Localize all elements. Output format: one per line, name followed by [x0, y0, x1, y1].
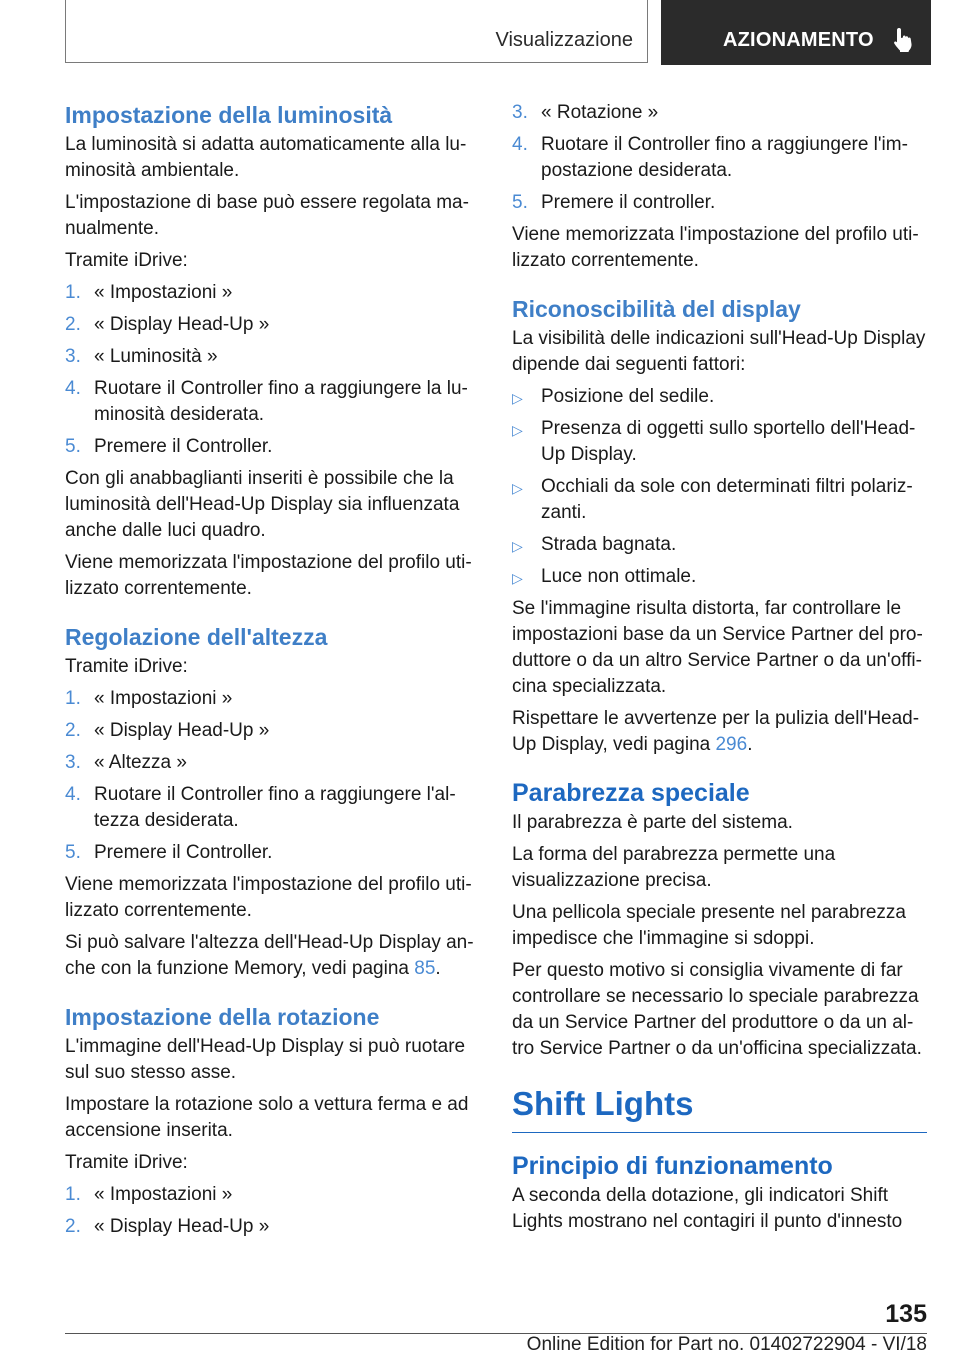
list-item	[512, 384, 927, 410]
triangle-bullet-icon: ▷	[512, 480, 523, 496]
step-number: 2.	[65, 314, 81, 335]
paragraph: L'impostazione di base può essere regolata manualmente.	[65, 192, 469, 239]
paragraph: Impostare la rotazione solo a vettura ferma e ad accensione inserita.	[65, 1094, 469, 1141]
step-number: 4.	[512, 134, 528, 155]
right-column	[512, 100, 927, 1241]
steps-rotation-cont	[512, 100, 927, 216]
paragraph: Viene memorizzata l'impostazione del profilo utilizzato correntemente.	[65, 874, 472, 921]
heading-brightness: Impostazione della luminosità	[65, 102, 393, 128]
step-text: Premere il Controller.	[94, 436, 273, 457]
step-text: Ruotare il Controller fino a raggiungere l'altezza desiderata.	[94, 784, 456, 831]
step-text: « Impostazioni »	[94, 282, 233, 303]
paragraph: Tramite iDrive:	[65, 1152, 188, 1173]
heading-rotation: Impostazione della rotazione	[65, 1004, 380, 1030]
step-number: 4.	[65, 784, 81, 805]
triangle-bullet-icon: ▷	[512, 538, 523, 554]
list-item	[65, 750, 477, 776]
step-text: « Altezza »	[94, 752, 187, 773]
steps-rotation	[65, 1182, 477, 1240]
step-text: Ruotare il Controller fino a raggiungere l'impostazione desiderata.	[541, 134, 908, 181]
step-number: 1.	[65, 1184, 81, 1205]
triangle-bullet-icon: ▷	[512, 422, 523, 438]
bullet-text: Posizione del sedile.	[541, 386, 715, 407]
step-number: 1.	[65, 688, 81, 709]
list-item	[512, 416, 927, 468]
step-text: « Display Head-Up »	[94, 720, 270, 741]
paragraph	[65, 930, 477, 982]
step-text: « Rotazione »	[541, 102, 659, 123]
list-item	[65, 686, 477, 712]
bullet-text: Luce non ottimale.	[541, 566, 697, 587]
list-item	[65, 782, 477, 834]
section-tab	[65, 0, 648, 63]
list-item	[65, 1182, 477, 1208]
list-item	[65, 344, 477, 370]
step-text: Ruotare il Controller fino a raggiungere la luminosità desiderata.	[94, 378, 468, 425]
list-item	[65, 376, 477, 428]
paragraph: Viene memorizzata l'impostazione del profilo utilizzato correntemente.	[65, 552, 472, 599]
page-number: 135	[885, 1300, 927, 1328]
section-title: Visualizzazione	[495, 29, 633, 51]
list-item	[65, 312, 477, 338]
hand-pointer-icon	[893, 27, 915, 53]
step-text: « Display Head-Up »	[94, 1216, 270, 1237]
list-item	[65, 840, 477, 866]
paragraph: La forma del parabrezza permette una visualizzazione precisa.	[512, 844, 836, 891]
heading-principle: Principio di funzionamento	[512, 1152, 833, 1180]
list-item	[65, 718, 477, 744]
list-item	[65, 434, 477, 460]
step-number: 2.	[65, 1216, 81, 1237]
paragraph-text: .	[747, 734, 753, 755]
list-item	[65, 280, 477, 306]
triangle-bullet-icon: ▷	[512, 390, 523, 406]
bullet-text: Strada bagnata.	[541, 534, 677, 555]
paragraph: Se l'immagine risulta distorta, far controllare le impostazioni base da un Service Partner del produttore o da un altro Service Partner o da un'officina specializzata.	[512, 598, 923, 697]
step-text: Premere il Controller.	[94, 842, 273, 863]
paragraph-text: .	[435, 958, 441, 979]
left-column	[65, 100, 477, 1246]
step-text: « Impostazioni »	[94, 1184, 233, 1205]
step-number: 5.	[65, 842, 81, 863]
paragraph: Per questo motivo si consiglia vivamente di far controllare se necessario lo speciale parabrezza da un Service Partner del produttore o da un altro Service Partner o da un'officina specializzata.	[512, 960, 922, 1059]
bullet-text: Presenza di oggetti sullo sportello dell'Head-Up Display.	[541, 418, 916, 465]
list-item	[512, 532, 927, 558]
paragraph-text: Rispettare le avvertenze per la pulizia dell'Head-Up Display, vedi pagina	[512, 708, 920, 755]
step-number: 4.	[65, 378, 81, 399]
step-number: 3.	[512, 102, 528, 123]
paragraph: L'immagine dell'Head-Up Display si può ruotare sul suo stesso asse.	[65, 1036, 466, 1083]
paragraph: A seconda della dotazione, gli indicatori Shift Lights mostrano nel contagiri il punto d'innesto	[512, 1185, 903, 1232]
list-item	[512, 564, 927, 590]
list-item	[512, 190, 927, 216]
step-number: 2.	[65, 720, 81, 741]
step-text: Premere il controller.	[541, 192, 716, 213]
list-item	[512, 132, 927, 184]
list-item	[512, 100, 927, 126]
heading-visibility: Riconoscibilità del display	[512, 296, 801, 322]
chapter-title: AZIONAMENTO	[723, 29, 874, 51]
heading-windshield: Parabrezza speciale	[512, 779, 750, 807]
step-number: 3.	[65, 752, 81, 773]
paragraph: Il parabrezza è parte del sistema.	[512, 812, 793, 833]
triangle-bullet-icon: ▷	[512, 570, 523, 586]
heading-height: Regolazione dell'altezza	[65, 624, 328, 650]
paragraph: Tramite iDrive:	[65, 250, 188, 271]
chapter-tab	[661, 0, 931, 65]
paragraph: Viene memorizzata l'impostazione del profilo utilizzato correntemente.	[512, 224, 919, 271]
paragraph: La luminosità si adatta automaticamente alla luminosità ambientale.	[65, 134, 467, 181]
paragraph: Tramite iDrive:	[65, 656, 188, 677]
paragraph: Con gli anabbaglianti inseriti è possibile che la luminosità dell'Head-Up Display sia influenzata anche dalle luci quadro.	[65, 468, 460, 541]
step-text: « Luminosità »	[94, 346, 218, 367]
steps-brightness	[65, 280, 477, 460]
factor-list	[512, 384, 927, 590]
step-number: 3.	[65, 346, 81, 367]
step-number: 1.	[65, 282, 81, 303]
step-number: 5.	[512, 192, 528, 213]
edition-note: Online Edition for Part no. 01402722904 - VI/18	[526, 1334, 927, 1355]
page-link-85[interactable]: 85	[414, 958, 436, 979]
steps-height	[65, 686, 477, 866]
paragraph-text: Si può salvare l'altezza dell'Head-Up Display anche con la funzione Memory, vedi pagina	[65, 932, 474, 979]
bullet-text: Occhiali da sole con determinati filtri polarizzanti.	[541, 476, 913, 523]
list-item	[65, 1214, 477, 1240]
step-text: « Impostazioni »	[94, 688, 233, 709]
list-item	[512, 474, 927, 526]
page-header	[65, 0, 931, 65]
step-text: « Display Head-Up »	[94, 314, 270, 335]
heading-shift-lights: Shift Lights	[512, 1082, 927, 1133]
page-link-296[interactable]: 296	[715, 734, 748, 755]
paragraph	[512, 706, 927, 758]
paragraph: Una pellicola speciale presente nel parabrezza impedisce che l'immagine si sdoppi.	[512, 902, 906, 949]
paragraph: La visibilità delle indicazioni sull'Head-Up Display dipende dai seguenti fattori:	[512, 328, 926, 375]
step-number: 5.	[65, 436, 81, 457]
